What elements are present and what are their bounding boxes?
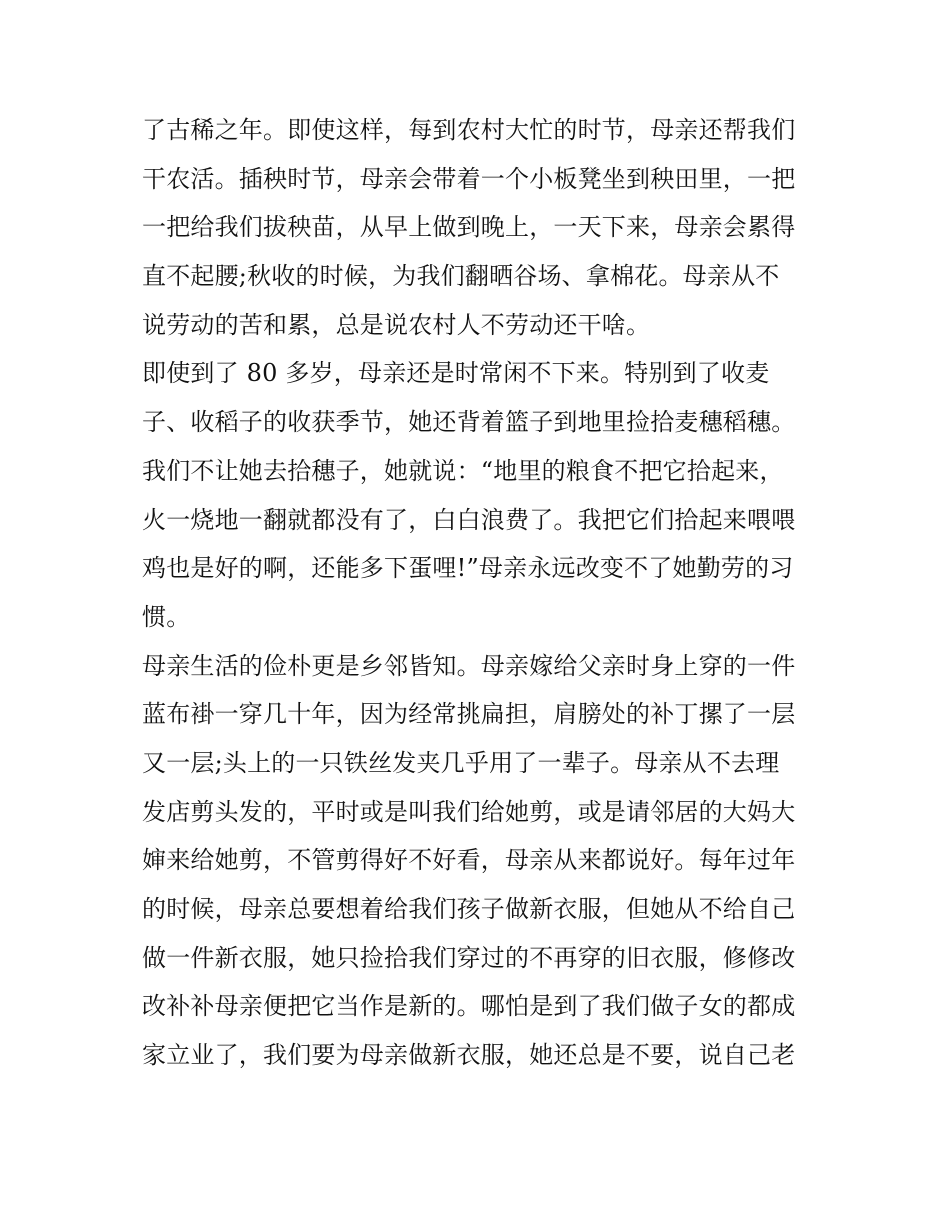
text-line: 的时候，母亲总要想着给我们孩子做新衣服，但她从不给自己 [142, 895, 796, 923]
text-line: 一把给我们拔秧苗，从早上做到晚上，一天下来，母亲会累得 [142, 213, 796, 242]
text-line: 火一烧地一翻就都没有了，白白浪费了。我把它们拾起来喂喂 [142, 505, 796, 534]
text-line: 发店剪头发的，平时或是叫我们给她剪，或是请邻居的大妈大 [142, 797, 796, 826]
text-line: 家立业了，我们要为母亲做新衣服，她还总是不要，说自己老 [142, 1041, 796, 1070]
text-line: 鸡也是好的啊，还能多下蛋哩!”母亲永远改变不了她勤劳的习 [142, 554, 794, 583]
text-line: 子、收稻子的收获季节，她还背着篮子到地里捡拾麦穗稻穗。 [142, 408, 796, 437]
text-line: 婶来给她剪，不管剪得好不好看，母亲从来都说好。每年过年 [142, 846, 796, 875]
text-line: 干农活。插秧时节，母亲会带着一个小板凳坐到秧田里，一把 [142, 164, 796, 193]
text-line: 惯。 [142, 602, 191, 631]
text-line: 了古稀之年。即使这样，每到农村大忙的时节，母亲还帮我们 [142, 116, 796, 144]
text-line: 改补补母亲便把它当作是新的。哪怕是到了我们做子女的都成 [142, 992, 796, 1021]
text-line: 蓝布褂一穿几十年，因为经常挑扁担，肩膀处的补丁摞了一层 [142, 700, 796, 729]
text-line: 我们不让她去拾穗子，她就说：“地里的粮食不把它拾起来， [142, 456, 784, 485]
text-line: 直不起腰;秋收的时候，为我们翻晒谷场、拿棉花。母亲从不 [142, 262, 780, 291]
text-line: 又一层;头上的一只铁丝发夹几乎用了一辈子。母亲从不去理 [142, 748, 780, 777]
text-line: 说劳动的苦和累，总是说农村人不劳动还干啥。 [142, 310, 651, 339]
text-line: 即使到了 80 多岁，母亲还是时常闲不下来。特别到了收麦 [142, 359, 770, 388]
text-line: 母亲生活的俭朴更是乡邻皆知。母亲嫁给父亲时身上穿的一件 [142, 651, 796, 680]
body-text [142, 106, 812, 1080]
text-line: 做一件新衣服，她只捡拾我们穿过的不再穿的旧衣服，修修改 [142, 943, 796, 972]
